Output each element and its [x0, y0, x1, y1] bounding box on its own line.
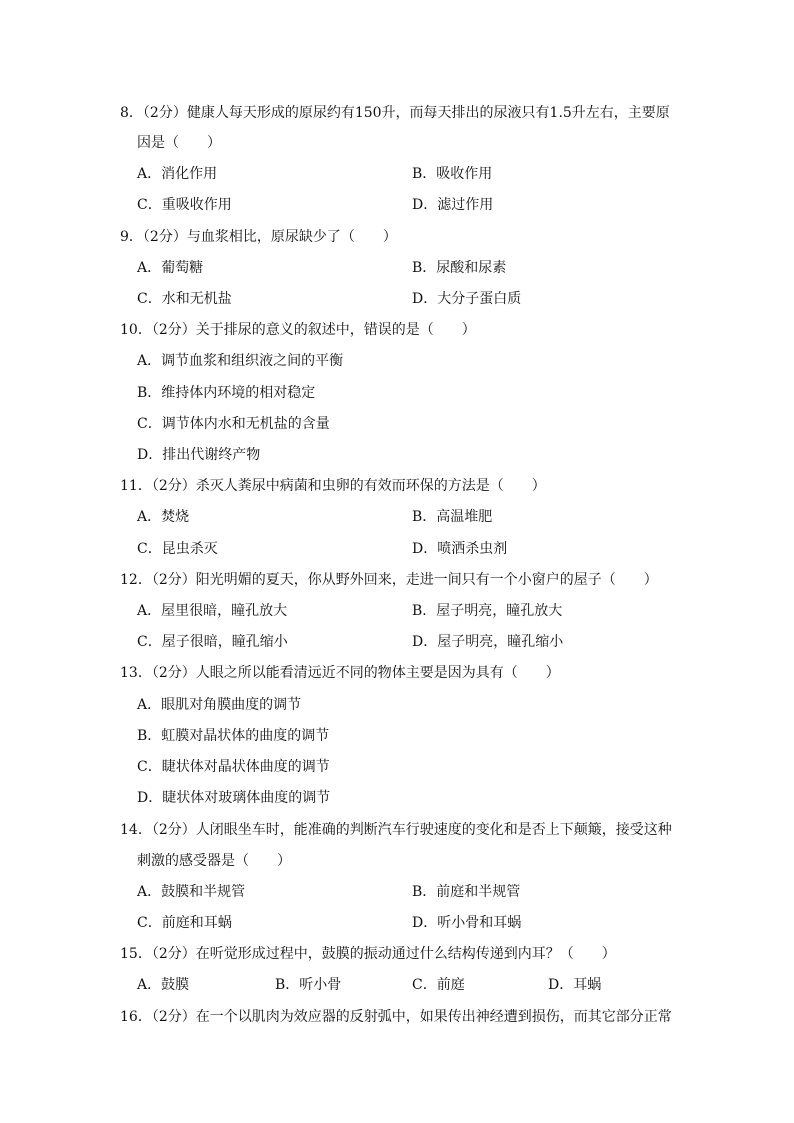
question-15-option-d: D．耳蜗	[548, 977, 602, 993]
question-12-option-c: C．屋子很暗，瞳孔缩小	[137, 634, 288, 650]
question-16-stem: 16．（2分）在一个以肌肉为效应器的反射弧中，如果传出神经遭到损伤，而其它部分正常	[120, 1009, 672, 1025]
question-15-option-c: C．前庭	[412, 977, 465, 993]
question-11-option-a: A．焚烧	[137, 509, 190, 525]
question-13-option-b: B．虹膜对晶状体的曲度的调节	[137, 728, 330, 744]
question-10-stem: 10．（2分）关于排尿的意义的叙述中，错误的是（ ）	[120, 322, 476, 338]
question-14-option-c: C．前庭和耳蜗	[137, 915, 232, 931]
question-9-stem: 9．（2分）与血浆相比，原尿缺少了（ ）	[120, 229, 397, 245]
question-9-option-d: D．大分子蛋白质	[412, 291, 522, 307]
question-15-option-a: A．鼓膜	[137, 977, 190, 993]
question-9-option-c: C．水和无机盐	[137, 291, 232, 307]
question-10-option-a: A．调节血浆和组织液之间的平衡	[137, 353, 344, 369]
question-15-stem: 15．（2分）在听觉形成过程中，鼓膜的振动通过什么结构传递到内耳？（ ）	[120, 946, 616, 962]
question-14-stem: 14．（2分）人闭眼坐车时，能准确的判断汽车行驶速度的变化和是否上下颠簸，接受这种	[120, 822, 672, 838]
question-11-option-d: D．喷洒杀虫剂	[412, 541, 508, 557]
question-9-option-b: B．尿酸和尿素	[412, 260, 507, 276]
question-10-option-c: C．调节体内水和无机盐的含量	[137, 416, 330, 432]
question-8-option-a: A．消化作用	[137, 166, 218, 182]
question-10-option-d: D．排出代谢终产物	[137, 447, 261, 463]
question-15-option-b: B．听小骨	[275, 977, 342, 993]
question-11-option-c: C．昆虫杀灭	[137, 541, 218, 557]
question-8-stem: 8．（2分）健康人每天形成的原尿约有150升，而每天排出的尿液只有1.5升左右，主要原	[120, 105, 670, 121]
question-14-option-b: B．前庭和半规管	[412, 884, 521, 900]
question-11-option-b: B．高温堆肥	[412, 509, 493, 525]
question-10-option-b: B．维持体内环境的相对稳定	[137, 385, 316, 401]
question-14-option-a: A．鼓膜和半规管	[137, 884, 246, 900]
question-8-option-c: C．重吸收作用	[137, 197, 232, 213]
question-14-stem-continued: 刺激的感受器是（ ）	[137, 853, 291, 869]
question-13-option-a: A．眼肌对角膜曲度的调节	[137, 697, 302, 713]
question-12-option-a: A．屋里很暗，瞳孔放大	[137, 603, 288, 619]
question-13-stem: 13．（2分）人眼之所以能看清远近不同的物体主要是因为具有（ ）	[120, 665, 560, 681]
question-12-stem: 12．（2分）阳光明媚的夏天，你从野外回来，走进一间只有一个小窗户的屋子（ ）	[120, 572, 658, 588]
question-12-option-d: D．屋子明亮，瞳孔缩小	[412, 634, 564, 650]
question-11-stem: 11．（2分）杀灭人粪尿中病菌和虫卵的有效而环保的方法是（ ）	[120, 478, 546, 494]
question-8-option-d: D．滤过作用	[412, 197, 494, 213]
question-14-option-d: D．听小骨和耳蜗	[412, 915, 522, 931]
question-13-option-c: C．睫状体对晶状体曲度的调节	[137, 759, 330, 775]
question-8-option-b: B．吸收作用	[412, 166, 493, 182]
question-9-option-a: A．葡萄糖	[137, 260, 204, 276]
question-8-stem-continued: 因是（ ）	[137, 135, 221, 151]
question-13-option-d: D．睫状体对玻璃体曲度的调节	[137, 790, 331, 806]
question-12-option-b: B．屋子明亮，瞳孔放大	[412, 603, 563, 619]
